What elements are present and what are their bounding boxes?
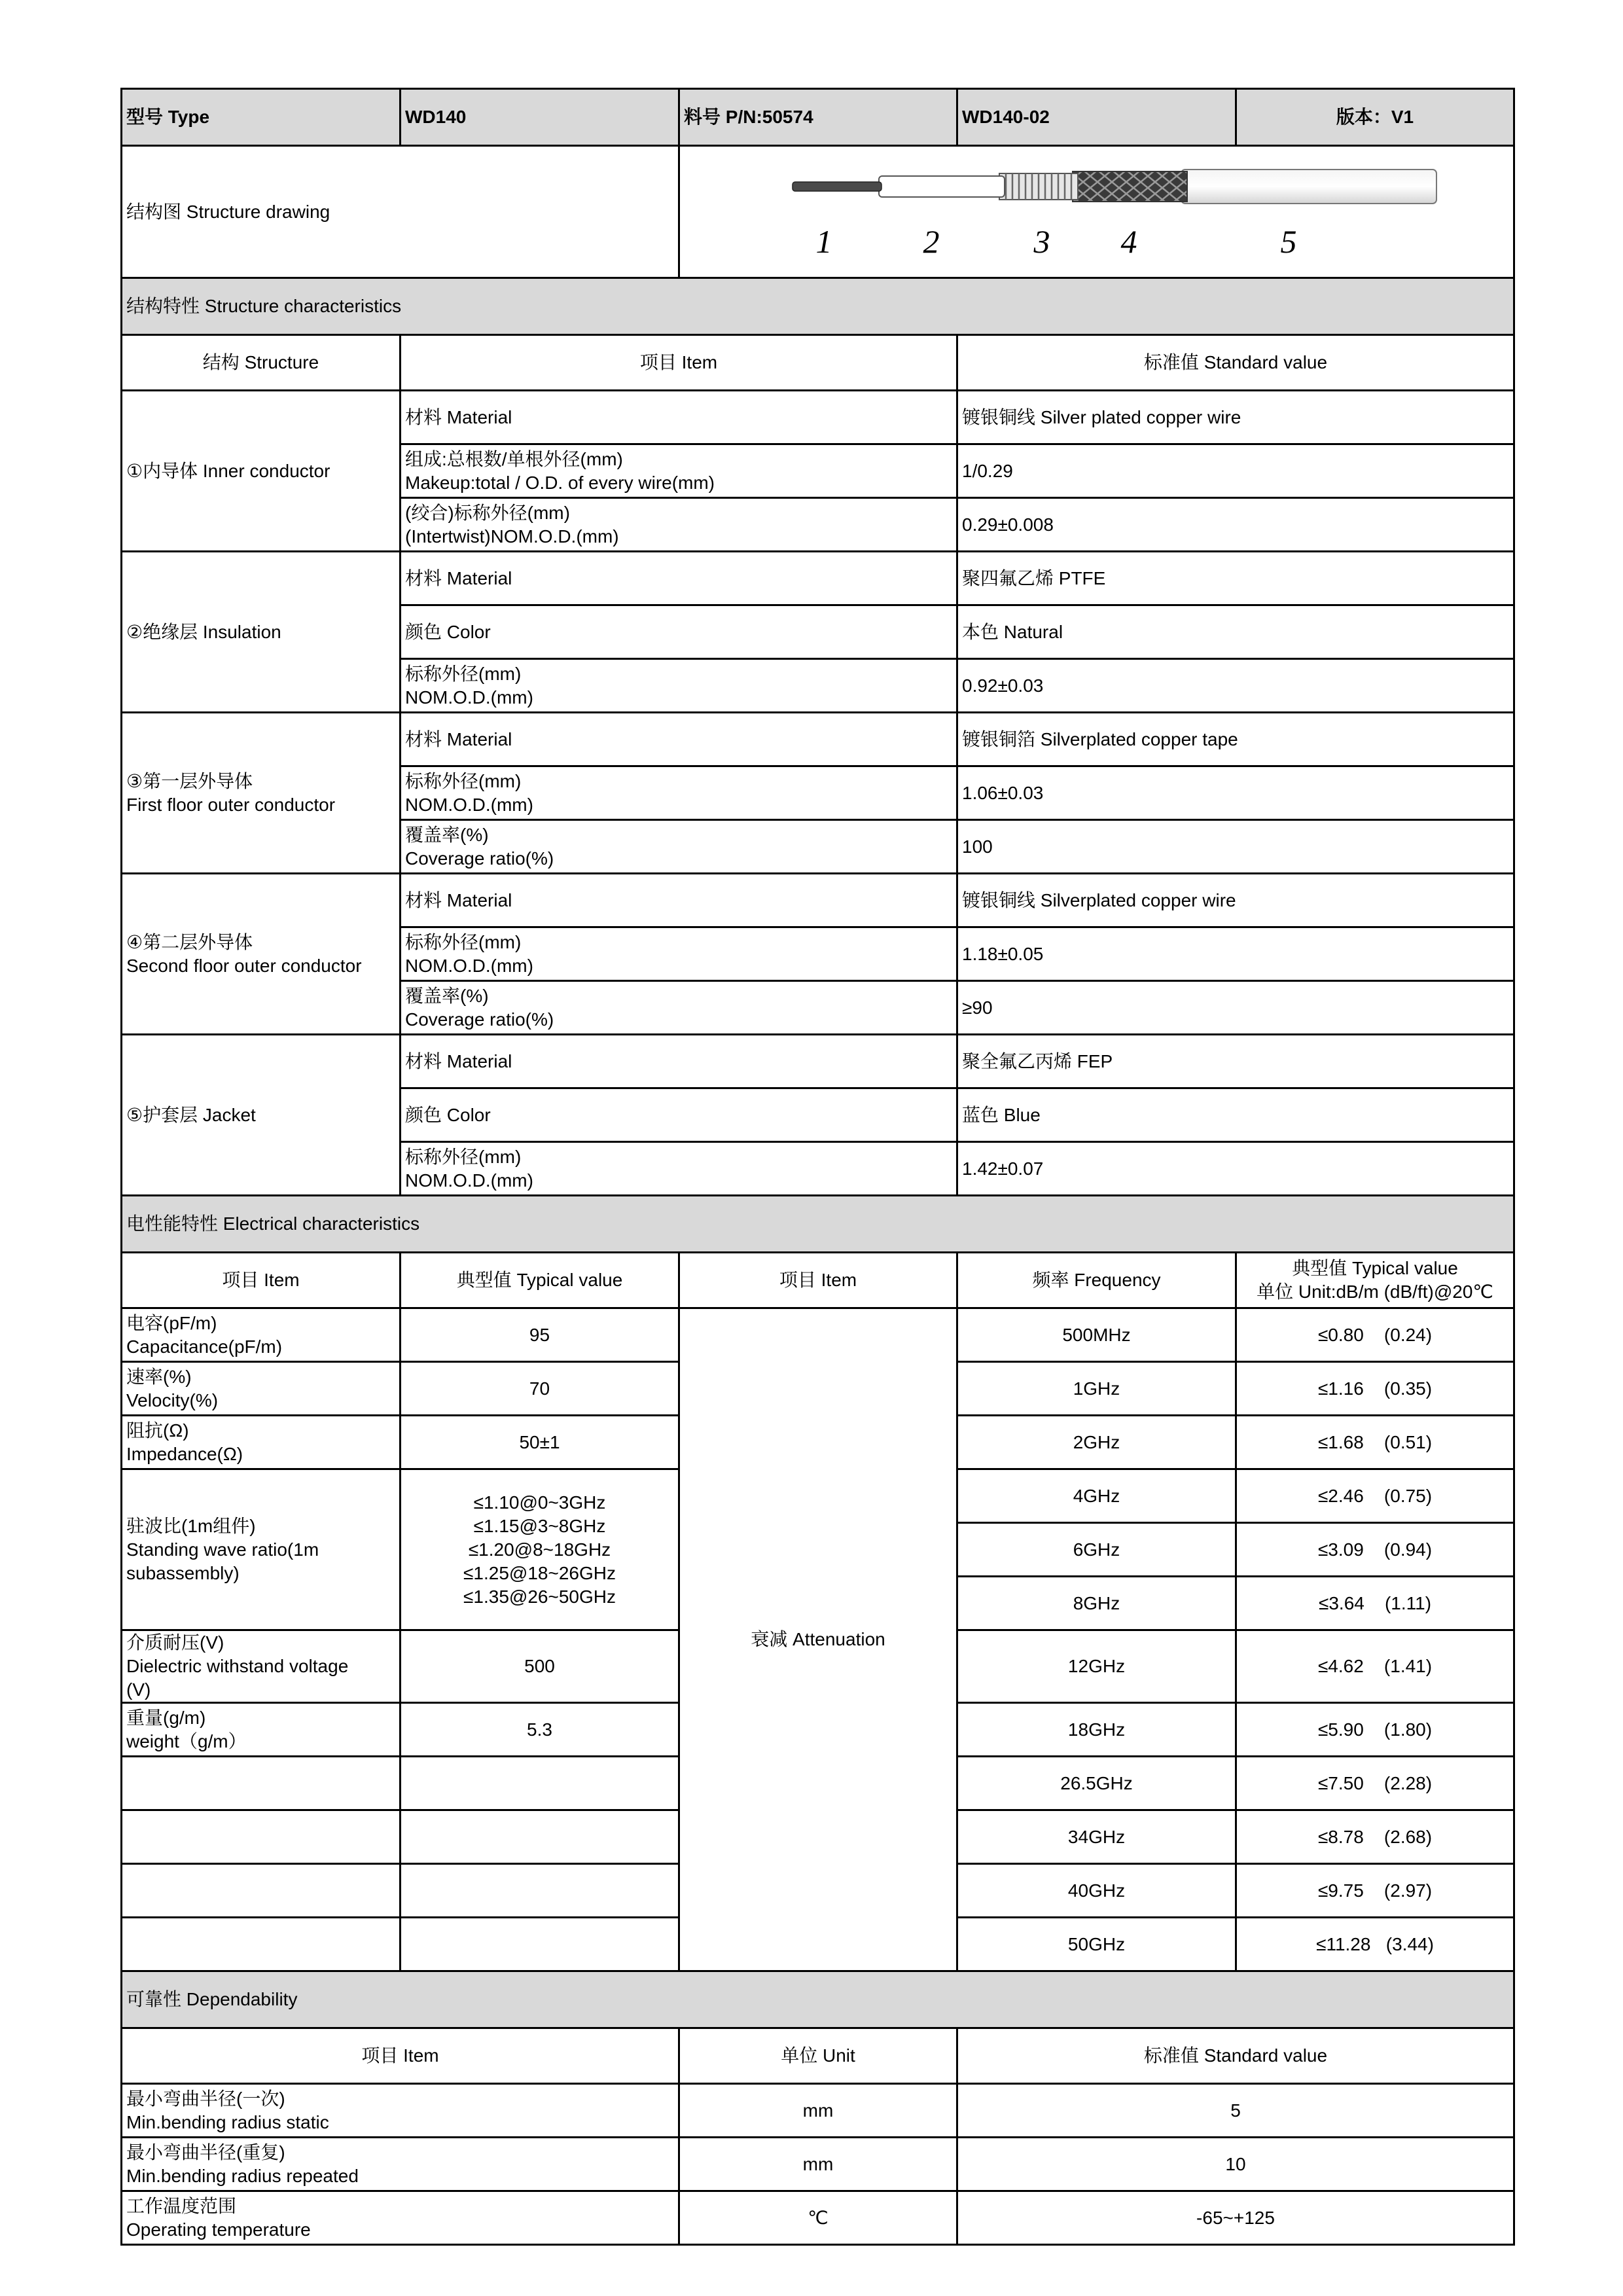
- structure-value: 1.06±0.03: [957, 766, 1514, 820]
- type-label: 型号 Type: [122, 89, 401, 146]
- dependability-row: [122, 2084, 1514, 2138]
- electrical-column-header-row: [122, 1253, 1514, 1308]
- jacket-layer: [1181, 170, 1436, 204]
- attenuation-frequency: 18GHz: [957, 1703, 1236, 1757]
- attenuation-value: ≤9.75 (2.97): [1236, 1864, 1514, 1918]
- electrical-param-name: 速率(%) Velocity(%): [122, 1362, 401, 1416]
- structure-item: 标称外径(mm) NOM.O.D.(mm): [401, 1142, 957, 1196]
- dependability-row: [122, 2191, 1514, 2245]
- electrical-section-row: [122, 1196, 1514, 1253]
- dependability-value: -65~+125: [957, 2191, 1514, 2245]
- structure-value: 1/0.29: [957, 444, 1514, 498]
- col-elec-item: 项目 Item: [122, 1253, 401, 1308]
- structure-group-name: ②绝缘层 Insulation: [122, 552, 401, 713]
- dependability-section-title: 可靠性 Dependability: [122, 1971, 1514, 2028]
- col-item: 项目 Item: [401, 335, 957, 391]
- attenuation-frequency: 500MHz: [957, 1308, 1236, 1362]
- attenuation-value: ≤0.80 (0.24): [1236, 1308, 1514, 1362]
- structure-value: 聚全氟乙丙烯 FEP: [957, 1035, 1514, 1088]
- braid-layer: [1073, 171, 1187, 202]
- cable-cross-section-drawing: [680, 147, 1511, 271]
- electrical-empty-cell: [401, 1810, 679, 1864]
- attenuation-frequency: 26.5GHz: [957, 1757, 1236, 1810]
- attenuation-value: ≤7.50 (2.28): [1236, 1757, 1514, 1810]
- structure-group-name: ③第一层外导体 First floor outer conductor: [122, 713, 401, 874]
- electrical-param-value: 50±1: [401, 1416, 679, 1469]
- electrical-empty-cell: [122, 1918, 401, 1971]
- structure-item: (绞合)标称外径(mm) (Intertwist)NOM.O.D.(mm): [401, 498, 957, 552]
- structure-value: 0.29±0.008: [957, 498, 1514, 552]
- attenuation-frequency: 1GHz: [957, 1362, 1236, 1416]
- structure-item: 组成:总根数/单根外径(mm) Makeup:total / O.D. of every wire(mm): [401, 444, 957, 498]
- electrical-param-value: 95: [401, 1308, 679, 1362]
- version-label: 版本：V1: [1236, 89, 1514, 146]
- dependability-unit: mm: [679, 2138, 957, 2191]
- structure-item: 颜色 Color: [401, 605, 957, 659]
- electrical-param-name: 阻抗(Ω) Impedance(Ω): [122, 1416, 401, 1469]
- structure-item: 标称外径(mm) NOM.O.D.(mm): [401, 927, 957, 981]
- structure-item: 标称外径(mm) NOM.O.D.(mm): [401, 659, 957, 713]
- drawing-number-3: 3: [1033, 223, 1050, 260]
- attenuation-frequency: 2GHz: [957, 1416, 1236, 1469]
- structure-value: 蓝色 Blue: [957, 1088, 1514, 1142]
- attenuation-frequency: 40GHz: [957, 1864, 1236, 1918]
- structure-value: 镀银铜线 Silver plated copper wire: [957, 391, 1514, 444]
- drawing-number-2: 2: [923, 223, 940, 260]
- structure-row: [122, 874, 1514, 927]
- dependability-item: 最小弯曲半径(重复) Min.bending radius repeated: [122, 2138, 679, 2191]
- electrical-param-value: 70: [401, 1362, 679, 1416]
- pn-label: 料号 P/N:50574: [679, 89, 957, 146]
- attenuation-value: ≤4.62 (1.41): [1236, 1630, 1514, 1703]
- dependability-unit: mm: [679, 2084, 957, 2138]
- attenuation-value: ≤1.68 (0.51): [1236, 1416, 1514, 1469]
- structure-value: 聚四氟乙烯 PTFE: [957, 552, 1514, 605]
- attenuation-frequency: 6GHz: [957, 1523, 1236, 1577]
- structure-item: 材料 Material: [401, 1035, 957, 1088]
- dependability-item: 最小弯曲半径(一次) Min.bending radius static: [122, 2084, 679, 2138]
- unit-label: 单位 Unit:dB/m (dB/ft)@20℃: [1257, 1282, 1493, 1302]
- attenuation-value: ≤8.78 (2.68): [1236, 1810, 1514, 1864]
- structure-item: 标称外径(mm) NOM.O.D.(mm): [401, 766, 957, 820]
- structure-group-name: ⑤护套层 Jacket: [122, 1035, 401, 1196]
- attenuation-value: ≤3.64 (1.11): [1236, 1577, 1514, 1630]
- col-dep-value: 标准值 Standard value: [957, 2028, 1514, 2084]
- structure-section-title: 结构特性 Structure characteristics: [122, 278, 1514, 335]
- structure-value: 1.42±0.07: [957, 1142, 1514, 1196]
- structure-row: [122, 552, 1514, 605]
- attenuation-frequency: 12GHz: [957, 1630, 1236, 1703]
- dependability-value: 10: [957, 2138, 1514, 2191]
- dependability-item: 工作温度范围 Operating temperature: [122, 2191, 679, 2245]
- header-row: [122, 89, 1514, 146]
- drawing-number-4: 4: [1120, 223, 1137, 260]
- type-value: WD140: [401, 89, 679, 146]
- structure-value: 0.92±0.03: [957, 659, 1514, 713]
- dependability-body: [122, 2084, 1514, 2245]
- structure-value: 100: [957, 820, 1514, 874]
- attenuation-value: ≤2.46 (0.75): [1236, 1469, 1514, 1523]
- electrical-body: [122, 1308, 1514, 1971]
- structure-row: [122, 391, 1514, 444]
- electrical-empty-cell: [122, 1810, 401, 1864]
- structure-item: 材料 Material: [401, 874, 957, 927]
- structure-section-row: [122, 278, 1514, 335]
- dependability-section-row: [122, 1971, 1514, 2028]
- structure-item: 覆盖率(%) Coverage ratio(%): [401, 981, 957, 1035]
- structure-item: 覆盖率(%) Coverage ratio(%): [401, 820, 957, 874]
- electrical-row: [122, 1308, 1514, 1362]
- dependability-column-header-row: [122, 2028, 1514, 2084]
- cable-drawing-cell: [679, 146, 1514, 278]
- structure-item: 颜色 Color: [401, 1088, 957, 1142]
- dependability-value: 5: [957, 2084, 1514, 2138]
- col-elec-typical-unit: [1236, 1253, 1514, 1308]
- attenuation-value: ≤11.28 (3.44): [1236, 1918, 1514, 1971]
- col-elec-item2: 项目 Item: [679, 1253, 957, 1308]
- col-elec-typical: 典型值 Typical value: [401, 1253, 679, 1308]
- structure-item: 材料 Material: [401, 391, 957, 444]
- spec-sheet-table: [120, 88, 1515, 2246]
- inner-conductor: [793, 182, 882, 191]
- attenuation-frequency: 50GHz: [957, 1918, 1236, 1971]
- electrical-param-name: 驻波比(1m组件) Standing wave ratio(1m subassembly): [122, 1469, 401, 1630]
- attenuation-frequency: 34GHz: [957, 1810, 1236, 1864]
- col-dep-item: 项目 Item: [122, 2028, 679, 2084]
- electrical-empty-cell: [122, 1757, 401, 1810]
- electrical-empty-cell: [401, 1757, 679, 1810]
- col-structure: 结构 Structure: [122, 335, 401, 391]
- attenuation-value: ≤3.09 (0.94): [1236, 1523, 1514, 1577]
- attenuation-frequency: 8GHz: [957, 1577, 1236, 1630]
- structure-drawing-row: [122, 146, 1514, 278]
- structure-value: 本色 Natural: [957, 605, 1514, 659]
- drawing-number-1: 1: [815, 223, 832, 260]
- structure-item: 材料 Material: [401, 552, 957, 605]
- typical-label: 典型值 Typical value: [1292, 1258, 1458, 1278]
- drawing-number-5: 5: [1280, 223, 1297, 260]
- structure-value: 1.18±0.05: [957, 927, 1514, 981]
- attenuation-frequency: 4GHz: [957, 1469, 1236, 1523]
- structure-value: ≥90: [957, 981, 1514, 1035]
- electrical-param-name: 电容(pF/m) Capacitance(pF/m): [122, 1308, 401, 1362]
- dependability-unit: ℃: [679, 2191, 957, 2245]
- electrical-param-value: ≤1.10@0~3GHz ≤1.15@3~8GHz ≤1.20@8~18GHz ≤1.25@18~26GHz ≤1.35@26~50GHz: [401, 1469, 679, 1630]
- insulation-layer: [879, 176, 1005, 197]
- structure-drawing-label: 结构图 Structure drawing: [122, 146, 679, 278]
- col-dep-unit: 单位 Unit: [679, 2028, 957, 2084]
- structure-body: [122, 391, 1514, 1196]
- structure-column-header-row: [122, 335, 1514, 391]
- col-elec-frequency: 频率 Frequency: [957, 1253, 1236, 1308]
- electrical-param-name: 重量(g/m) weight（g/m）: [122, 1703, 401, 1757]
- electrical-empty-cell: [401, 1918, 679, 1971]
- attenuation-label: 衰减 Attenuation: [679, 1308, 957, 1971]
- structure-value: 镀银铜箔 Silverplated copper tape: [957, 713, 1514, 766]
- structure-value: 镀银铜线 Silverplated copper wire: [957, 874, 1514, 927]
- attenuation-value: ≤5.90 (1.80): [1236, 1703, 1514, 1757]
- electrical-empty-cell: [122, 1864, 401, 1918]
- electrical-empty-cell: [401, 1864, 679, 1918]
- col-standard-value: 标准值 Standard value: [957, 335, 1514, 391]
- pn-value: WD140-02: [957, 89, 1236, 146]
- structure-row: [122, 1035, 1514, 1088]
- structure-item: 材料 Material: [401, 713, 957, 766]
- electrical-param-value: 500: [401, 1630, 679, 1703]
- structure-group-name: ①内导体 Inner conductor: [122, 391, 401, 552]
- electrical-param-name: 介质耐压(V) Dielectric withstand voltage (V): [122, 1630, 401, 1703]
- structure-group-name: ④第二层外导体 Second floor outer conductor: [122, 874, 401, 1035]
- structure-row: [122, 713, 1514, 766]
- attenuation-value: ≤1.16 (0.35): [1236, 1362, 1514, 1416]
- electrical-section-title: 电性能特性 Electrical characteristics: [122, 1196, 1514, 1253]
- dependability-row: [122, 2138, 1514, 2191]
- electrical-param-value: 5.3: [401, 1703, 679, 1757]
